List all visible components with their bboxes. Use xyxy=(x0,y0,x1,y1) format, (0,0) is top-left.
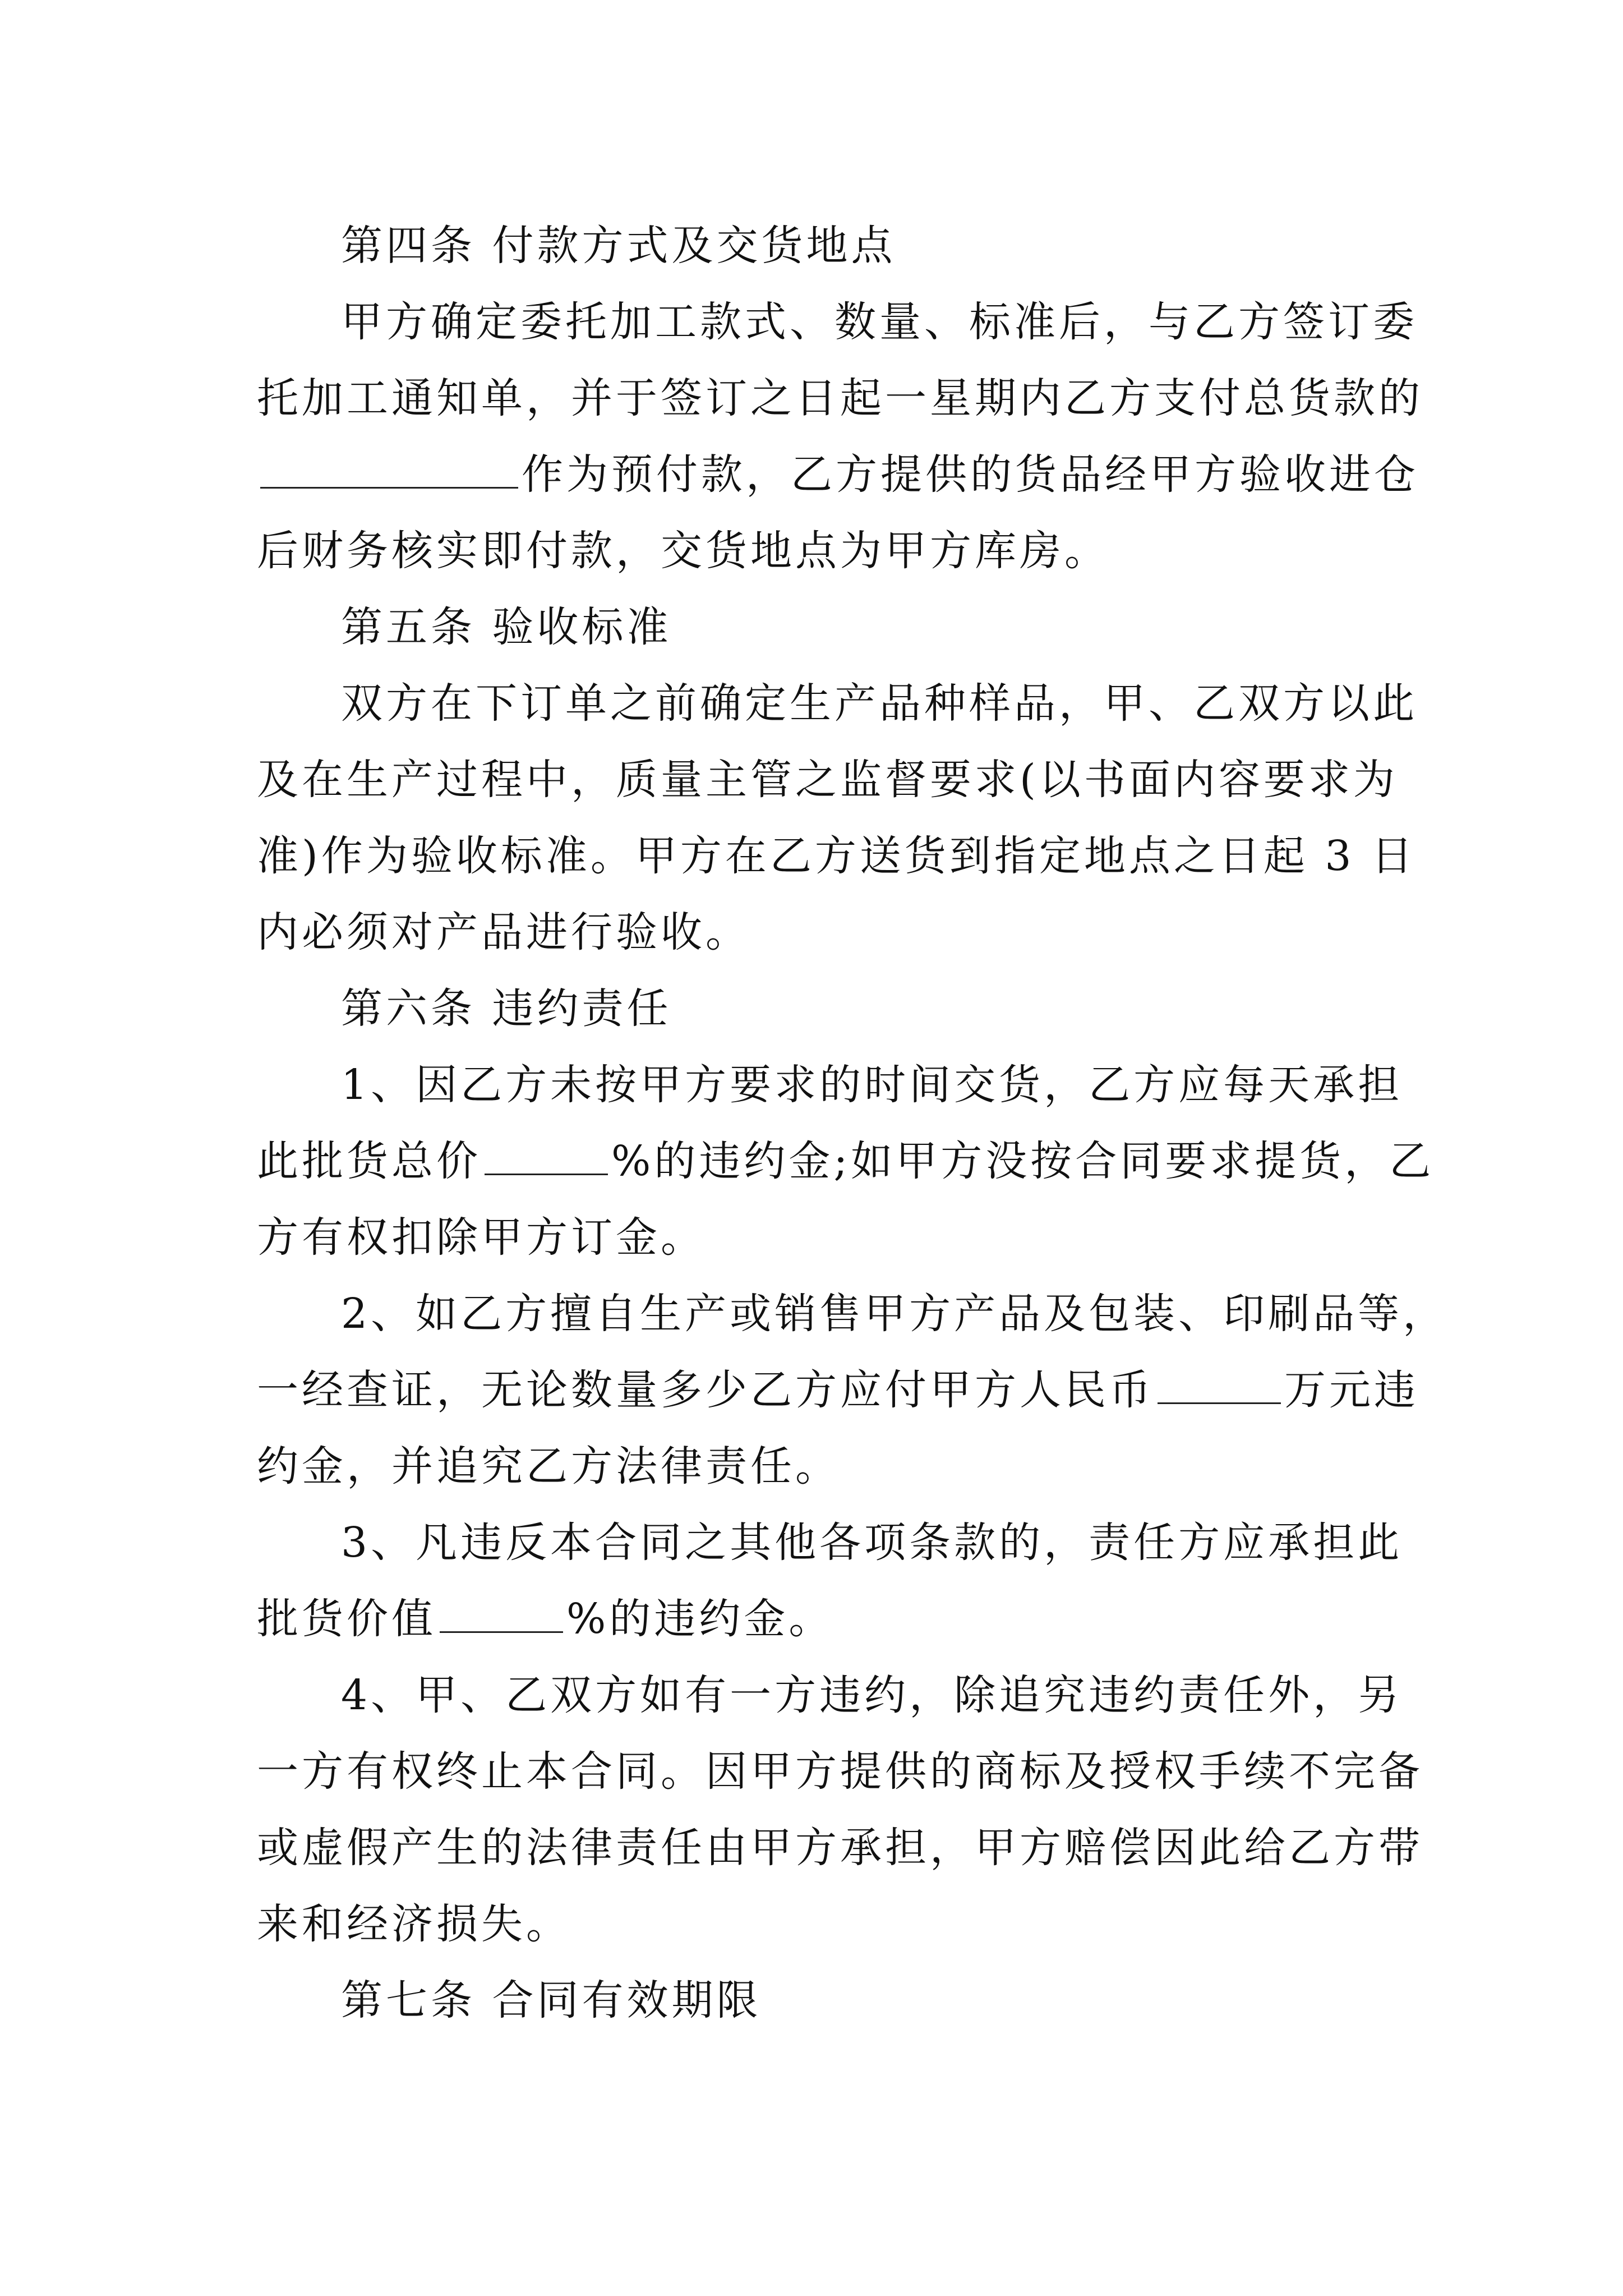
article-5-text-line: 内必须对产品进行验收。 xyxy=(257,908,750,956)
clause-2-fragment: 一经查证，无论数量多少乙方应付甲方人民币 xyxy=(257,1366,1154,1414)
clause-1-text-line: 1、因乙方未按甲方要求的时间交货，乙方应每天承担 xyxy=(341,1061,1403,1109)
clause-3-fragment: 批货价值 xyxy=(257,1595,436,1643)
clause-2-text-line: 约金，并追究乙方法律责任。 xyxy=(257,1442,840,1490)
article-4-text-line: 托加工通知单，并于签订之日起一星期内乙方支付总货款的 xyxy=(257,374,1423,422)
clause-2-text-line: 2、如乙方擅自生产或销售甲方产品及包装、印刷品等， xyxy=(341,1290,1448,1338)
article-4-heading: 第四条 付款方式及交货地点 xyxy=(341,222,896,270)
article-5-text-line: 双方在下订单之前确定生产品种样品，甲、乙双方以此 xyxy=(341,679,1418,728)
article-4-text-line: 后财务核实即付款，交货地点为甲方库房。 xyxy=(257,527,1109,575)
clause-1-text-line xyxy=(257,1123,1435,1199)
clause-4-text-line: 一方有权终止本合同。因甲方提供的商标及授权手续不完备 xyxy=(257,1747,1423,1796)
clause-3-fragment: %的违约金。 xyxy=(566,1595,834,1643)
clause-4-text-line: 4、甲、乙双方如有一方违约，除追究违约责任外，另 xyxy=(341,1671,1403,1719)
fill-in-blank xyxy=(440,1599,563,1633)
clause-1-fragment: 此批货总价 xyxy=(257,1137,481,1185)
clause-1-text-line: 方有权扣除甲方订金。 xyxy=(257,1213,706,1262)
article-5-text-line: 及在生产过程中，质量主管之监督要求(以书面内容要求为 xyxy=(257,756,1398,804)
article-6-heading: 第六条 违约责任 xyxy=(341,984,672,1033)
clause-4-text-line: 或虚假产生的法律责任由甲方承担，甲方赔偿因此给乙方带 xyxy=(257,1824,1423,1872)
article-4-text-line xyxy=(257,436,1419,513)
fill-in-blank xyxy=(260,454,518,489)
article-5-text-line: 准)作为验收标准。甲方在乙方送货到指定地点之日起 3 日 xyxy=(257,832,1416,880)
article-4-text-fragment: 作为预付款，乙方提供的货品经甲方验收进仓 xyxy=(522,450,1419,499)
clause-3-text-line xyxy=(257,1581,1378,1657)
clause-2-text-line xyxy=(257,1352,1419,1428)
article-7-heading: 第七条 合同有效期限 xyxy=(341,1976,762,2024)
clause-3-text-line: 3、凡违反本合同之其他各项条款的，责任方应承担此 xyxy=(341,1519,1403,1567)
fill-in-blank xyxy=(1158,1370,1281,1404)
article-4-text-line: 甲方确定委托加工款式、数量、标准后，与乙方签订委 xyxy=(341,298,1418,346)
clause-2-fragment: 万元违 xyxy=(1284,1366,1419,1414)
clause-4-text-line: 来和经济损失。 xyxy=(257,1900,571,1948)
document-body xyxy=(257,208,1448,2039)
article-5-heading: 第五条 验收标准 xyxy=(341,603,672,651)
clause-1-fragment: %的违约金;如甲方没按合同要求提货，乙 xyxy=(611,1137,1435,1185)
fill-in-blank xyxy=(485,1141,608,1175)
